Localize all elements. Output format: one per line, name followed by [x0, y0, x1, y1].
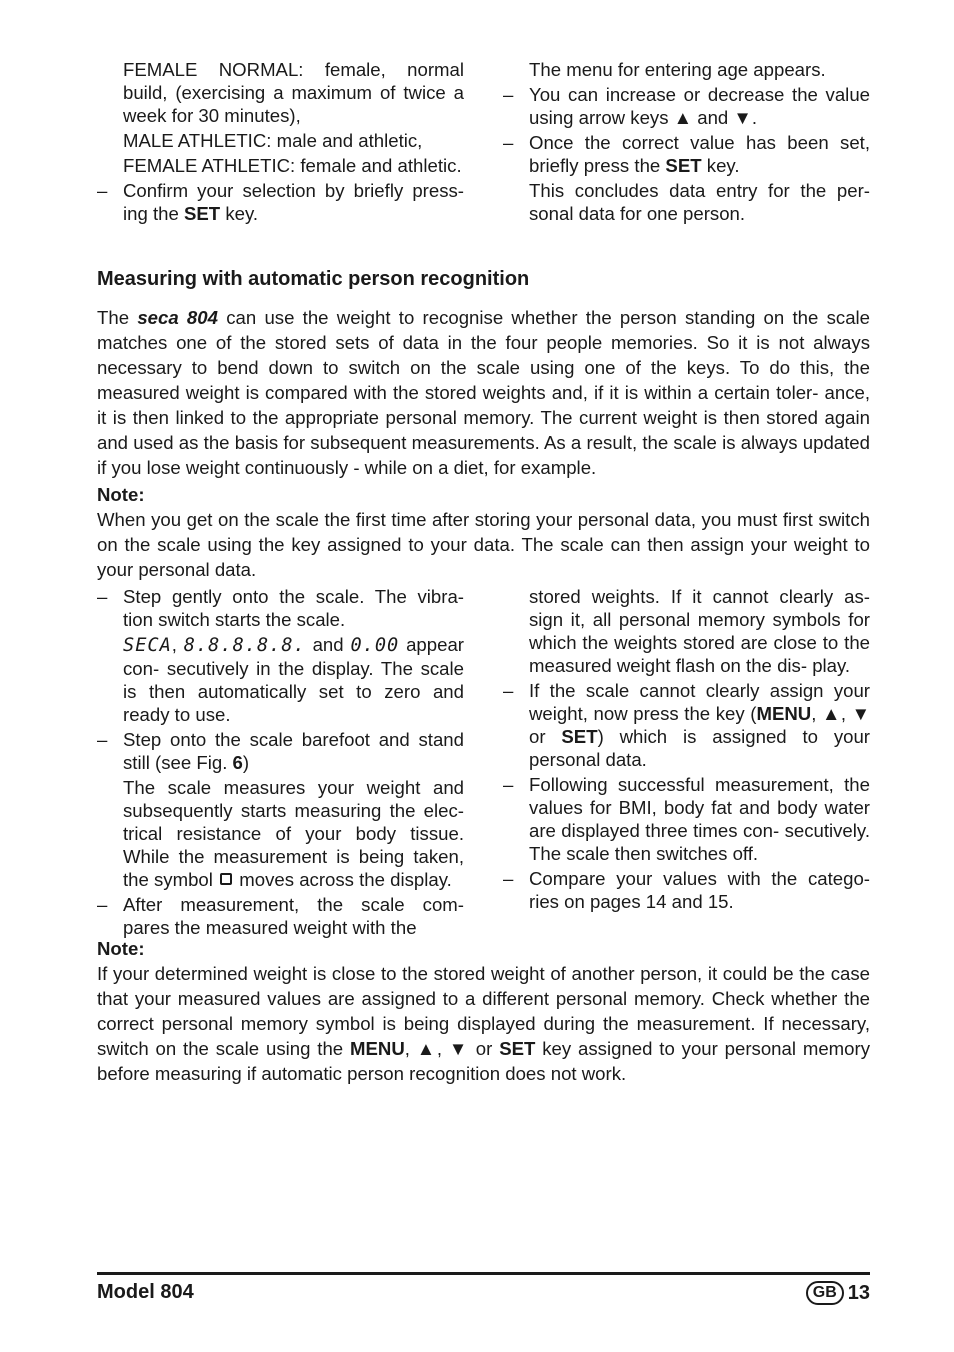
bullet-dash: – [503, 868, 514, 889]
intro-text: can use the weight to recognise whether the person standing on the scale matches one of the stored sets of data in the four people memories. So it is not always necessary to bend down to switch on the scale using one of the keys. To do this, the measured weight is compared with the stored weights and, if it is within a certain toler- ance, it is then linked to the appropriate personal memory. The current weight is then stored again and used as the basis for subsequent measurements. As a result, the scale is always updated if you lose weight continuously - while on a diet, for example. [97, 307, 871, 478]
bullet-text-end: ) which is assigned to your personal data. [529, 726, 870, 770]
key-set: SET [499, 1038, 536, 1059]
display-zero: 0.00 [350, 635, 400, 656]
display-sequence: SECA, 8.8.8.8.8. and 0.00 appear con- secutively in the display. The scale is then automatically set to zero and ready to use. [123, 634, 464, 725]
bullet-after-measurement [97, 893, 464, 939]
bullet-step-gently [97, 585, 464, 631]
intro-the: The [97, 307, 130, 328]
bullet-text: Step onto the scale barefoot and stand still (see Fig. [123, 729, 464, 773]
display-test: 8.8.8.8.8. [183, 635, 306, 656]
bullet-text: Once the correct value has been set, briefly press the [529, 132, 870, 176]
bullet-successful-measurement [503, 773, 870, 865]
footer-page [806, 1281, 870, 1305]
age-menu-line: The menu for entering age appears. [529, 59, 826, 80]
note-text-start: If your determined weight is close to the stored weight of another person, it could be the case that your measured values are assigned to a different personal memory. Check whether the correct personal memory symbol is being displayed during the measurement. If necessary, switch on the scale using the [97, 963, 870, 1059]
option-female-athletic: FEMALE ATHLETIC: female and athletic. [123, 155, 462, 176]
display-seca: SECA [123, 635, 172, 656]
footer-rule [97, 1272, 870, 1275]
measurement-description [97, 776, 464, 891]
page-number: 13 [847, 1281, 870, 1304]
stored-weights-text: stored weights. If it cannot clearly as- sign it, all personal memory symbols for which the weights stored are close to the measured weight flash on the dis- play. [529, 586, 870, 676]
display-text: appear con- secutively in the display. The scale is then automatically set to zero and ready to use. [123, 634, 464, 725]
key-menu: MENU [350, 1038, 405, 1059]
bullet-barefoot [97, 728, 464, 774]
footer-model: Model 804 [97, 1281, 194, 1303]
steps-left-column [97, 585, 464, 941]
bullet-text: Confirm your selection by briefly press- ing the [123, 180, 464, 224]
bullet-dash: – [97, 729, 108, 750]
section-heading: Measuring with automatic person recognition [97, 268, 530, 290]
bullet-dash: – [97, 586, 108, 607]
measurement-text: The scale measures your weight and subsequently starts measuring the elec- trical resistance of your body tissue. While the measurement is being taken, the symbol [123, 777, 464, 890]
bullet-dash: – [503, 84, 514, 105]
key-set: SET [184, 203, 221, 224]
note-label: Note: [97, 938, 145, 959]
bullet-text-end: key. [225, 203, 259, 224]
measurement-text-end: moves across the display. [239, 869, 452, 890]
bullet-compare-values [503, 867, 870, 913]
bullet-dash: – [503, 132, 514, 153]
top-left-column [97, 58, 464, 227]
top-right-column [503, 58, 870, 227]
bullet-press-key [503, 679, 870, 771]
steps-right-column [503, 585, 870, 915]
key-menu: MENU [756, 703, 812, 724]
bullet-text: Step gently onto the scale. The vibra- tion switch starts the scale. [123, 586, 464, 630]
note-text [97, 961, 870, 1086]
bullet-dash: – [503, 774, 514, 795]
key-set: SET [665, 155, 702, 176]
bullet-text: After measurement, the scale com- pares the measured weight with the [123, 894, 464, 938]
note-text-end: key assigned to your personal memory before measuring if automatic person recognition does not work. [97, 1038, 870, 1084]
option-male-athletic: MALE ATHLETIC: male and athletic, [123, 130, 423, 151]
bullet-text-end: key. [706, 155, 740, 176]
bullet-dash: – [97, 894, 108, 915]
bullet-text: Following successful measurement, the values for BMI, body fat and body water are displayed three times con- secutively. The scale then switches off. [529, 774, 870, 864]
bullet-text: Compare your values with the catego- ries on pages 14 and 15. [529, 868, 870, 912]
bullet-press-set [503, 131, 870, 177]
note-1 [97, 482, 870, 582]
brand-name: seca 804 [137, 307, 218, 328]
note-label: Note: [97, 484, 145, 505]
fig-number: 6 [232, 752, 243, 773]
conclusion-line: This concludes data entry for the per- sonal data for one person. [529, 180, 870, 224]
measuring-symbol-icon [220, 873, 232, 885]
note-text-mid: , ▲, ▼ or [404, 1038, 493, 1059]
bullet-text: If the scale cannot clearly assign your weight, now press the key ( [529, 680, 870, 724]
intro-paragraph [97, 305, 870, 480]
and-word: and [312, 634, 344, 655]
option-female-normal: FEMALE NORMAL: female, normal build, (exercising a maximum of twice a week for 30 minutes), [123, 59, 464, 126]
bullet-text: You can increase or decrease the value using arrow keys ▲ and ▼. [529, 84, 870, 128]
key-set: SET [561, 726, 598, 747]
country-badge: GB [806, 1281, 844, 1305]
bullet-dash: – [503, 680, 514, 701]
note-2 [97, 936, 870, 1086]
bullet-dash: – [97, 180, 108, 201]
bullet-arrow-keys [503, 83, 870, 129]
note-text: When you get on the scale the first time after storing your personal data, you must first switch on the scale using the key assigned to your data. The scale can then assign your weight to your personal data. [97, 509, 870, 580]
bullet-text-mid: , ▲, ▼ or [529, 703, 870, 747]
bullet-confirm-selection [97, 179, 464, 225]
bullet-text-end: ) [242, 752, 250, 773]
